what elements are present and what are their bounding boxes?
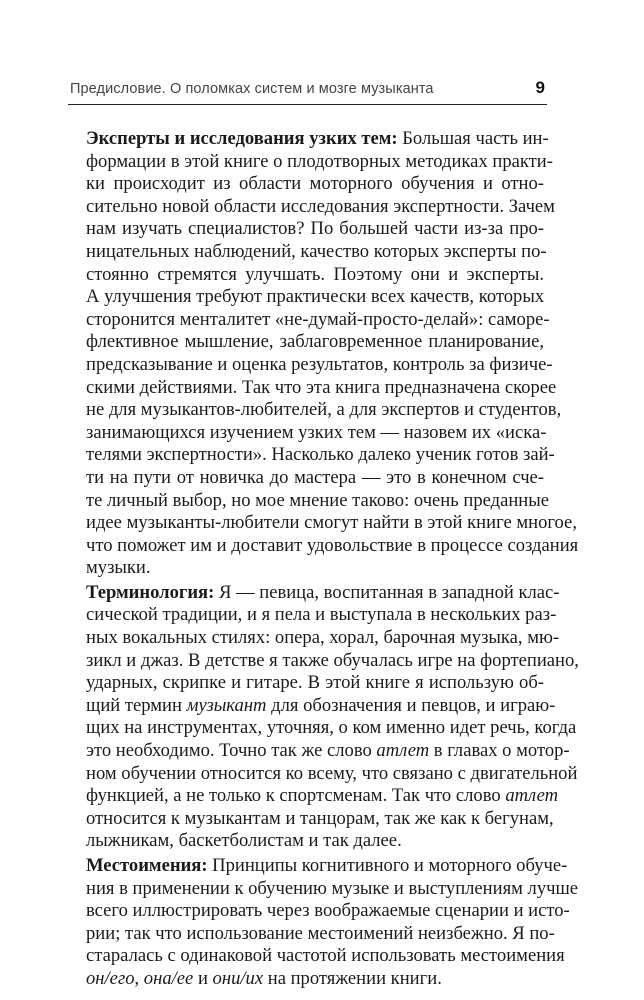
text-line: идее музыканты-любители смогут найти в этой книге многое, xyxy=(86,512,577,534)
text-line: ных вокальных стилях: опера, хорал, барочная музыка, мю- xyxy=(86,627,560,649)
text-line: рии; так что использование местоимений неизбежно. Я по- xyxy=(86,922,555,944)
body-text xyxy=(86,128,579,991)
text-line: щих на инструментах, уточняя, о ком именно идет речь, когда xyxy=(86,717,577,739)
text-line: относится к музыкантам и танцорам, так же как к бегунам, xyxy=(86,807,554,829)
text-line: щий термин музыкант для обозначения и певцов, и играю- xyxy=(86,694,556,716)
text-line: не для музыкантов-любителей, а для экспертов и студентов, xyxy=(86,399,562,421)
text-line: ударных, скрипке и гитаре. В этой книге я использую об- xyxy=(86,672,544,694)
paragraph-experts xyxy=(86,128,579,580)
text-line: нам изучать специалистов? По большей части из-за про- xyxy=(86,218,544,240)
paragraph-lead: Местоимения: xyxy=(86,855,208,876)
text-line: ницательных наблюдений, качество которых эксперты по- xyxy=(86,240,547,262)
text-line: ния в применении к обучению музыке и выступлениям лучше xyxy=(86,877,579,899)
pronoun-they: они/их xyxy=(212,967,264,989)
running-head xyxy=(68,78,547,105)
paragraph-terminology xyxy=(86,581,579,853)
paragraph-pronouns xyxy=(86,855,579,991)
text-line: ти на пути от новичка до мастера — это в конечном сче- xyxy=(86,466,544,488)
emphasis-term: атлет xyxy=(376,740,430,762)
text-line: скими действиями. Так что эта книга предназначена скорее xyxy=(86,376,557,398)
text-line: лыжникам, баскетболистам и так далее. xyxy=(86,830,402,852)
paragraph-lead: Эксперты и исследования узких тем: xyxy=(86,128,398,149)
text-line: ки происходит из области моторного обучения и отно- xyxy=(86,173,544,195)
text-line: сительно новой области исследования экспертности. Зачем xyxy=(86,195,555,217)
text-line: он/его, она/ее и они/их на протяжении книги. xyxy=(86,967,442,989)
text-line: музыки. xyxy=(86,557,151,579)
text-line: телями экспертности». Насколько далеко ученик готов зай- xyxy=(86,444,555,466)
text-line: предсказывание и оценка результатов, контроль за физиче- xyxy=(86,353,553,375)
text-line: зикл и джаз. В детстве я также обучалась игре на фортепиано, xyxy=(86,649,579,671)
text-line: ном обучении относится ко всему, что связано с двигательной xyxy=(86,762,578,784)
text-line: те личный выбор, но мое мнение таково: очень преданные xyxy=(86,489,550,511)
text-line: что поможет им и доставит удовольствие в процессе создания xyxy=(86,534,579,556)
text-line: Местоимения: Принципы когнитивного и моторного обуче- xyxy=(86,855,568,876)
pronoun-she: она/ее xyxy=(143,967,194,989)
text-line: занимающихся изучением узких тем — назовем их «иска- xyxy=(86,421,547,443)
text-line: стоянно стремятся улучшать. Поэтому они и эксперты. xyxy=(86,263,544,285)
text-line: Эксперты и исследования узких тем: Большая часть ин- xyxy=(86,128,549,149)
pronoun-he: он/его xyxy=(86,967,135,989)
text-line: сторонится менталитет «не-думай-просто-делай»: саморе- xyxy=(86,308,550,330)
text-line: это необходимо. Точно так же слово атлет в главах о мотор- xyxy=(86,740,570,762)
text-line: флективное мышление, заблаговременное планирование, xyxy=(86,331,544,353)
chapter-title: Предисловие. О поломках систем и мозге музыканта xyxy=(70,81,434,97)
emphasis-term: музыкант xyxy=(186,694,267,716)
text-line: формации в этой книге о плодотворных методиках практи- xyxy=(86,150,553,172)
text-line: А улучшения требуют практически всех качеств, которых xyxy=(86,286,545,308)
page-number: 9 xyxy=(535,78,545,97)
text-line: старалась с одинаковой частотой использовать местоимения xyxy=(86,945,565,967)
text-line: функцией, а не только к спортсменам. Так что слово атлет xyxy=(86,785,559,807)
paragraph-lead: Терминология: xyxy=(86,581,215,603)
text-line: сической традиции, и я пела и выступала в нескольких раз- xyxy=(86,604,557,626)
text-line: всего иллюстрировать через воображаемые сценарии и исто- xyxy=(86,900,570,922)
text-line: Терминология: Я — певица, воспитанная в западной клас- xyxy=(86,581,560,603)
emphasis-term: атлет xyxy=(505,785,559,807)
